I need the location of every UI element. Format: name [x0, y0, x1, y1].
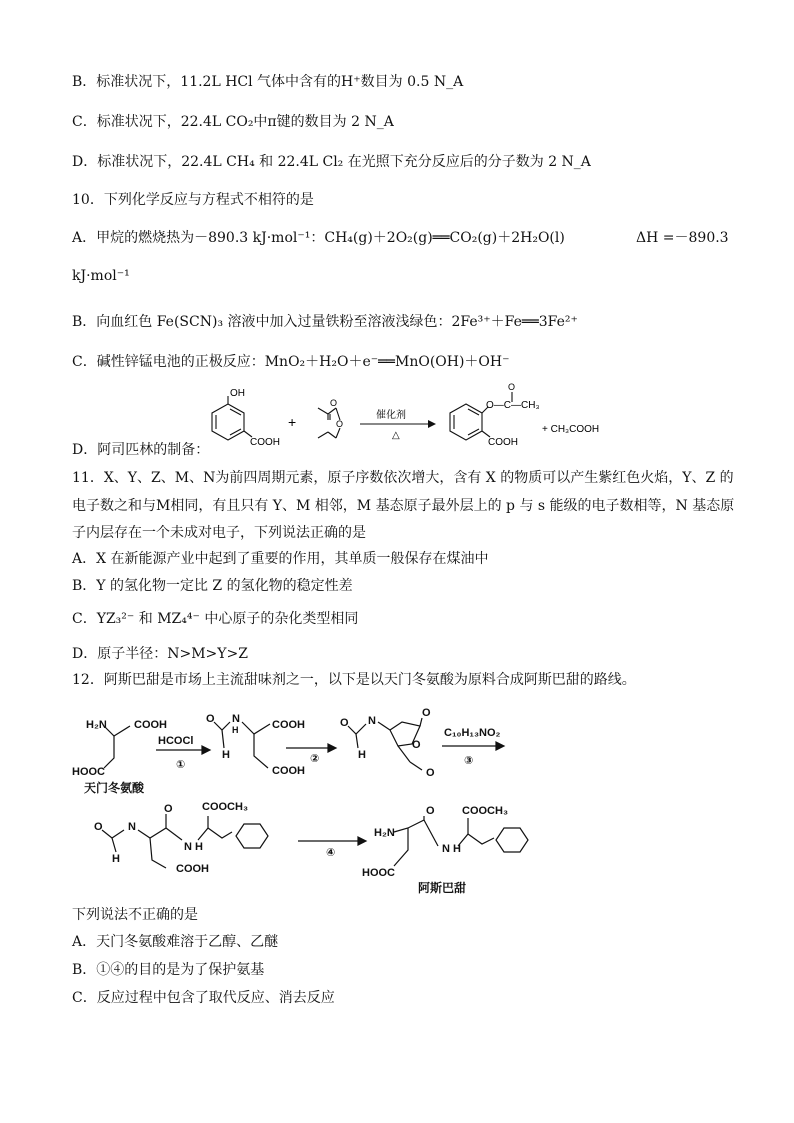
step-2-label: ②: [310, 753, 320, 765]
q10-option-b: B．向血红色 Fe(SCN)₃ 溶液中加入过量铁粉至溶液浅绿色：2Fe³⁺＋Fe══3Fe²⁺: [72, 314, 578, 330]
int3-cooch3: COOCH₃: [202, 801, 249, 813]
reagent-hcocl: HCOCl: [158, 735, 194, 747]
aspirin-carbonyl-o: O: [508, 382, 516, 392]
q11-stem-line-2: 电子数之和与M相同，有且只有 Y、M 相邻，M 基态原子最外层上的 p 与 s 能级的电子数相等，N 基态原: [72, 498, 735, 514]
q11-option-d: D．原子半径：N>M>Y>Z: [72, 646, 248, 662]
start-h2n: H₂N: [86, 719, 107, 731]
end-nh: N H: [442, 843, 461, 855]
int3-cooh: COOH: [176, 863, 209, 875]
end-hooc: HOOC: [362, 867, 395, 879]
start-cooh: COOH: [134, 719, 167, 731]
q11-option-c: C．YZ₃²⁻ 和 MZ₄⁴⁻ 中心原子的杂化类型相同: [72, 611, 359, 627]
q10-option-c: C．碱性锌锰电池的正极反应：MnO₂＋H₂O＋e⁻══MnO(OH)＋OH⁻: [72, 354, 510, 370]
int3-o-top: O: [164, 803, 173, 815]
step-1-label: ①: [176, 759, 186, 771]
anhydride-o: O: [336, 419, 344, 429]
end-h2n: H₂N: [374, 827, 395, 839]
int2-n: N: [368, 715, 376, 727]
int1-o: O: [206, 713, 215, 725]
heat-symbol: △: [392, 430, 400, 441]
start-hooc: HOOC: [72, 766, 105, 778]
q12-option-c: C．反应过程中包含了取代反应、消去反应: [72, 990, 335, 1006]
aspirin-ester-label: O—C—CH₃: [486, 400, 540, 411]
plus-sign: +: [288, 414, 297, 430]
int1-n-h: H: [232, 725, 239, 735]
q11-option-b: B．Y 的氢化物一定比 Z 的氢化物的稳定性差: [72, 578, 353, 594]
int3-nh: N H: [184, 841, 203, 853]
int2-o-bottom: O: [426, 767, 435, 779]
q12-stem: 12．阿斯巴甜是市场上主流甜味剂之一，以下是以天门冬氨酸为原料合成阿斯巴甜的路线。: [72, 672, 636, 688]
aspirin-cooh-label: COOH: [488, 437, 518, 448]
step-3-label: ③: [464, 755, 474, 767]
int2-o: O: [340, 717, 349, 729]
q10-option-a: A．甲烷的燃烧热为－890.3 kJ·mol⁻¹：CH₄(g)＋2O₂(g)══CO₂(g)＋2H₂O(l): [72, 230, 565, 246]
int2-h: H: [358, 749, 366, 761]
end-name: 阿斯巴甜: [418, 881, 467, 895]
int3-n: N: [128, 821, 136, 833]
aspartame-synthesis-scheme: [72, 700, 552, 900]
q12-option-a: A．天门冬氨酸难溶于乙醇、乙醚: [72, 934, 279, 950]
q12-option-b: B．①④的目的是为了保护氨基: [72, 962, 265, 978]
q9-option-c: C．标准状况下，22.4L CO₂中π键的数目为 2 N_A: [72, 114, 394, 130]
q10-stem: 10．下列化学反应与方程式不相符的是: [72, 192, 314, 208]
end-o: O: [426, 805, 435, 817]
q12-prompt: 下列说法不正确的是: [72, 907, 198, 923]
anhydride-o-top: O: [330, 398, 338, 408]
int3-h: H: [112, 853, 120, 865]
int2-o-ring: O: [412, 739, 421, 751]
salicylic-acid-structure: [212, 396, 252, 440]
q10-option-d: D．阿司匹林的制备：: [72, 442, 210, 458]
int3-o: O: [94, 821, 103, 833]
oh-label: OH: [230, 388, 245, 399]
start-name: 天门冬氨酸: [84, 781, 145, 795]
cooh-label: COOH: [250, 437, 280, 448]
q10-option-a-unit: kJ·mol⁻¹: [72, 268, 130, 284]
q9-option-b: B．标准状况下，11.2L HCl 气体中含有的H⁺数目为 0.5 N_A: [72, 74, 464, 90]
q10-option-a-enthalpy: ΔH =－890.3: [636, 230, 729, 246]
int1-h: H: [222, 749, 230, 761]
reagent-c10h13no2: C₁₀H₁₃NO₂: [444, 727, 501, 739]
q11-stem-line-1: 11．X、Y、Z、M、N为前四周期元素，原子序数依次增大，含有 X 的物质可以产生紫红色火焰，Y、Z 的: [72, 470, 734, 486]
int1-cooh-2: COOH: [272, 765, 305, 777]
int1-n: N: [232, 713, 240, 725]
int1-cooh: COOH: [272, 719, 305, 731]
end-cooch3: COOCH₃: [462, 805, 509, 817]
catalyst-label: 催化剂: [376, 410, 406, 421]
q11-option-a: A．X 在新能源产业中起到了重要的作用，其单质一般保存在煤油中: [72, 551, 489, 567]
acetic-acid-label: + CH₃COOH: [542, 424, 600, 435]
q11-stem-line-3: 子内层存在一个未成对电子，下列说法正确的是: [72, 525, 366, 541]
aspirin-synthesis-scheme: [200, 382, 630, 454]
q9-option-d: D．标准状况下，22.4L CH₄ 和 22.4L Cl₂ 在光照下充分反应后的分子数为 2 N_A: [72, 154, 591, 170]
step-4-label: ④: [326, 847, 336, 859]
int2-o-top: O: [422, 707, 431, 719]
